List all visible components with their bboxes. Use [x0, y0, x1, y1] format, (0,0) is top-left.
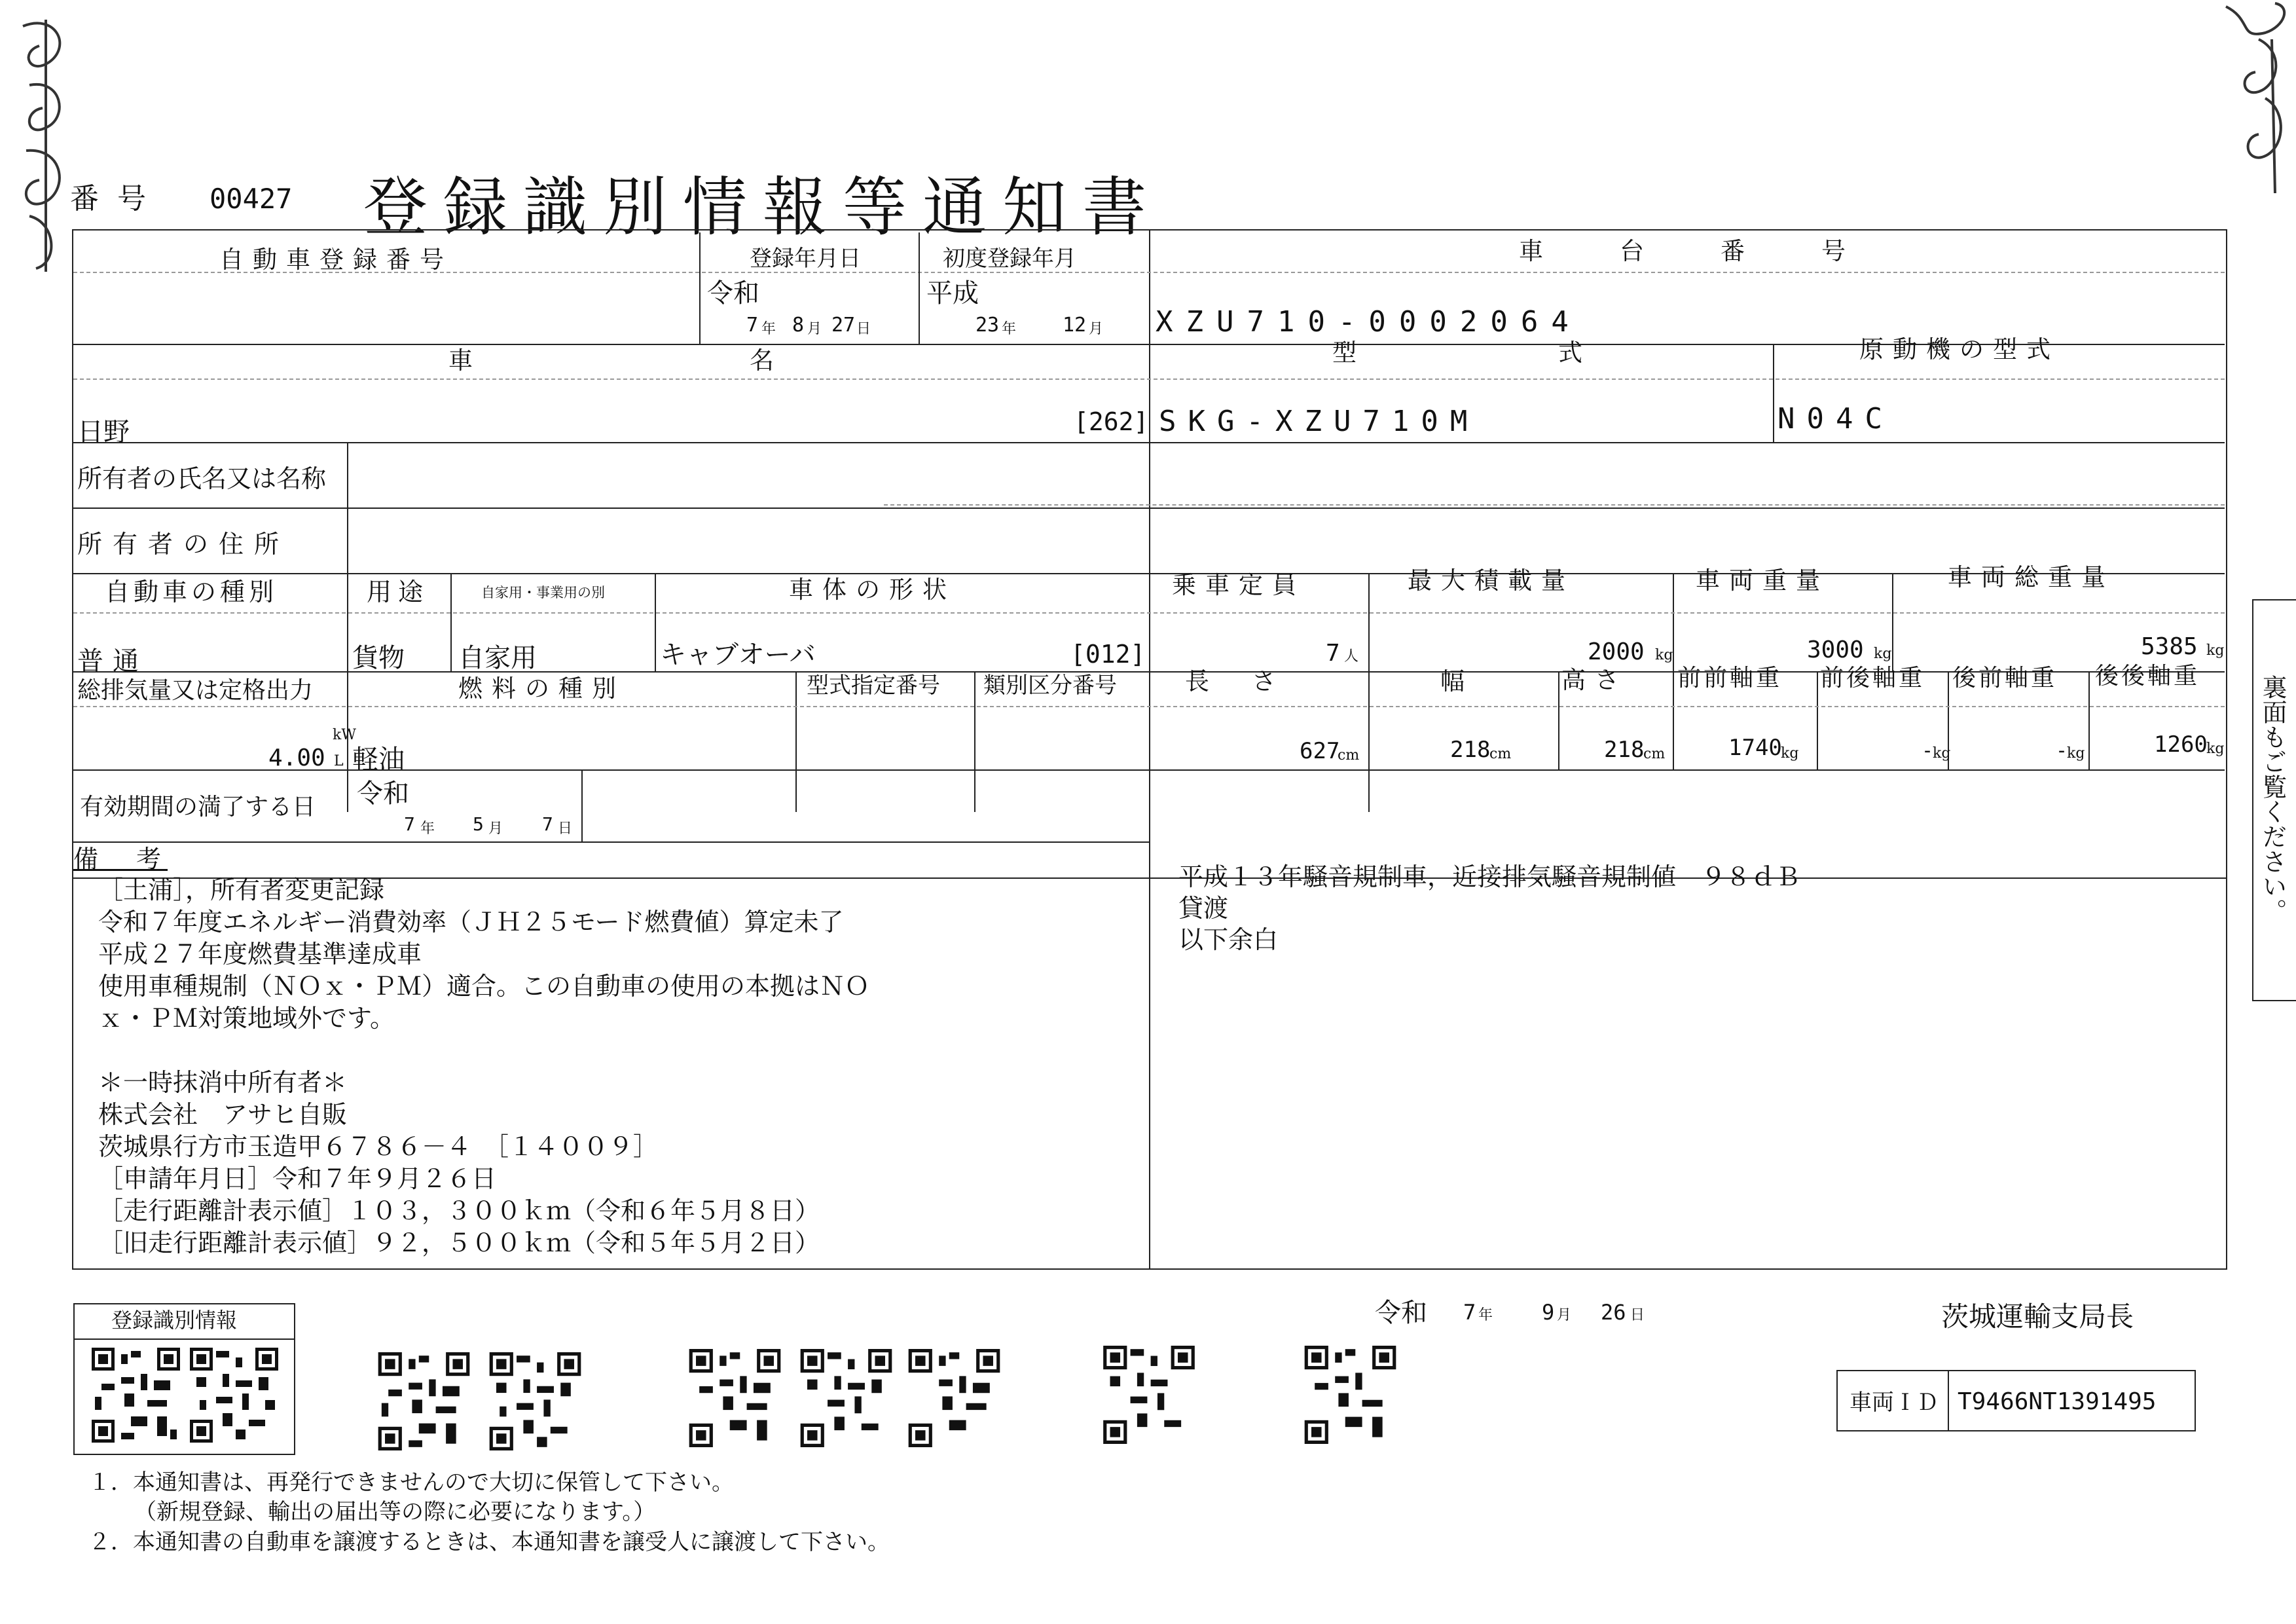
- class-label: 類別区分番号: [983, 673, 1117, 699]
- expiry-day: 7: [542, 813, 553, 835]
- remarks-line: ＊一時抹消中所有者＊: [98, 1068, 348, 1097]
- vehicle-name: 日野: [77, 417, 130, 447]
- body-code: [012]: [1070, 640, 1146, 669]
- private-value: 自家用: [458, 643, 537, 673]
- displacement-value: 4.00: [268, 745, 325, 771]
- remarks-line: 貸渡: [1178, 894, 1229, 923]
- remarks-line: 株式会社 アサヒ自販: [98, 1100, 348, 1129]
- length-label: 長 さ: [1185, 667, 1285, 695]
- fuel-value: 軽油: [352, 745, 405, 775]
- engine-label: 原動機の型式: [1859, 335, 2060, 363]
- remarks-line: ［申請年月日］令和７年９月２６日: [98, 1164, 497, 1193]
- number-label: 番号: [70, 182, 164, 215]
- remarks-line: 平成１３年騒音規制車，近接排気騒音規制値 ９８ｄＢ: [1178, 862, 1801, 891]
- first-reg-month: 12: [1063, 314, 1087, 337]
- remarks-right: [1178, 861, 2200, 955]
- ff-axle-label: 前前軸重: [1677, 665, 1783, 692]
- expiry-month: 5: [473, 813, 484, 835]
- rr-axle-label: 後後軸重: [2095, 663, 2200, 690]
- name-label-2: 名: [750, 346, 783, 375]
- capacity-label: 乗車定員: [1172, 571, 1305, 599]
- height-label: 高さ: [1561, 666, 1628, 694]
- first-reg-year: 23: [975, 314, 1000, 337]
- kind-label: 自動車の種別: [105, 578, 278, 606]
- first-reg-label: 初度登録年月: [943, 246, 1076, 272]
- footer-note: ２．本通知書の自動車を譲渡するときは、本通知書を譲受人に譲渡して下さい。: [88, 1529, 890, 1555]
- weight-label: 車両重量: [1696, 566, 1829, 595]
- model-label-2: 式: [1558, 339, 1592, 367]
- page-title: 登録識別情報等通知書: [363, 170, 1163, 245]
- qr-code-icon: [488, 1352, 583, 1450]
- issue-month: 9: [1542, 1300, 1555, 1325]
- reg-date-label: 登録年月日: [750, 246, 861, 272]
- height-value: 218: [1604, 737, 1645, 763]
- fuel-label: 燃料の種別: [458, 674, 625, 703]
- rr-axle-value: 1260: [2154, 731, 2208, 758]
- qr-code-icon: [376, 1352, 471, 1450]
- body-label: 車体の形状: [789, 576, 956, 604]
- issue-year: 7: [1463, 1300, 1476, 1325]
- vehicle-id-value: T9466NT1391495: [1958, 1388, 2157, 1415]
- side-note: 裏面もご覧ください。: [2258, 674, 2287, 923]
- remarks-line: ［旧走行距離計表示値］９２，５００ｋｍ（令和５年５月２日）: [98, 1228, 820, 1257]
- reg-era: 令和: [707, 278, 759, 308]
- use-label: 用途: [367, 578, 430, 606]
- owner-name-label: 所有者の氏名又は名称: [77, 464, 327, 493]
- remarks-line: ［走行距離計表示値］１０３，３００ｋｍ（令和６年５月８日）: [98, 1196, 820, 1225]
- remarks-line: 以下余白: [1178, 925, 1279, 954]
- max-load-label: 最大積載量: [1408, 566, 1575, 595]
- remarks-line: 令和７年度エネルギー消費効率（ＪＨ２５モード燃費値）算定未了: [98, 908, 844, 936]
- use-value: 貨物: [352, 643, 405, 673]
- max-load-value: 2000: [1588, 638, 1645, 665]
- qr-code-icon: [1103, 1346, 1195, 1444]
- weight-value: 3000: [1807, 637, 1864, 663]
- document-number: 00427: [210, 183, 293, 215]
- remarks-line: ｘ・ＰＭ対策地域外です。: [98, 1004, 395, 1033]
- model-label-1: 型: [1332, 339, 1366, 367]
- length-value: 627: [1300, 738, 1340, 764]
- remarks-line: 茨城県行方市玉造甲６７８６－４ ［１４００９］: [98, 1132, 659, 1161]
- model-value: SKG-XZU710M: [1159, 405, 1480, 438]
- gross-label: 車両総重量: [1948, 563, 2115, 591]
- width-value: 218: [1450, 737, 1491, 763]
- reg-year: 7: [746, 314, 759, 337]
- reg-number-label: 自動車登録番号: [219, 246, 453, 274]
- private-label: 自家用・事業用の別: [481, 585, 605, 600]
- capacity-value: 7: [1326, 640, 1340, 667]
- corner-ornament-right: [2213, 0, 2295, 196]
- expiry-era: 令和: [357, 779, 409, 809]
- ff-axle-value: 1740: [1728, 735, 1782, 761]
- owner-address-label: 所有者の住所: [77, 530, 290, 559]
- remarks-label: 備 考: [73, 845, 168, 874]
- remarks-left: [98, 874, 1146, 1259]
- vehicle-name-code: [262]: [1074, 407, 1149, 436]
- remarks-line: [98, 1035, 1146, 1067]
- chassis-number: XZU710-0002064: [1156, 305, 1582, 339]
- engine-model: N04C: [1777, 402, 1894, 435]
- body-value: キャブオーバ: [660, 640, 816, 670]
- qr-code-icon: [190, 1348, 278, 1443]
- qr-code-icon: [1303, 1346, 1398, 1444]
- issuer: 茨城運輸支局長: [1941, 1301, 2134, 1333]
- gross-value: 5385: [2141, 633, 2198, 660]
- rf-axle-label: 後前軸重: [1952, 665, 2058, 692]
- issue-era: 令和: [1375, 1298, 1427, 1328]
- fr-axle-label: 前後軸重: [1820, 665, 1925, 692]
- width-label: 幅: [1440, 667, 1474, 695]
- chassis-label: 車 台 番 号: [1519, 237, 1872, 265]
- kind-value: 普通: [77, 646, 148, 676]
- remarks-line: ［土浦］，所有者変更記録: [98, 876, 385, 904]
- name-label-1: 車: [448, 346, 482, 375]
- reg-month: 8: [792, 314, 805, 337]
- document-page: 番号 00427 登録識別情報等通知書 自動車登録番号 登録年月日 初度登録年月 車 台 番 号 令和 7 年 8 月 27 日 平成 23 年 12 月 XZU710-0002064 車 名 型 式 原動機の型式 日野 [262] SKG-XZU710M N04C 所有者の氏名又は名称 所有者の住所 自動車の種別 用途 自家用・事業用の別 車体の形状 乗車定員 最大積載量 車両重量 車両総重量 普通 貨物 自家用 キャブオーバ [012] 7 人 2000 kg 3000 kg 5385 kg 総排気量又は定格出力 燃料の種別 型式指定番号 類別区分番号 長 さ 幅 高さ 前前軸重 前後軸重 後前軸重 後後軸重 kW 4.00 L 軽油 627 cm 218 cm 218 cm 1740 kg - kg - kg 1260 kg 有効期間の満了する日 令和 7 年 5 月 7 日 備 考 ［土浦］，所有者変更記録 令和７年度エネルギー消費効率（ＪＨ２５モード燃費値）算定未了 平成２７年度燃費基準達成車 使用車種規制（ＮＯｘ・ＰＭ）適合。この自動車の使用の本拠はＮＯ ｘ・ＰＭ対策地域外です。 ＊一時抹消中所有者＊ 株式会社 アサヒ自販 茨城県行方市玉造甲６７８６－４ ［１４００９］ ［申請年月日］令和７年９月２６日 ［走行距離計表示値］１０３，３００ｋｍ（令和６年５月８日） ［旧走行距離計表示値］９２，５００ｋｍ（令和５年５月２日） 平成１３年騒音規制車，近接排気騒音規制値 ９８ｄＢ 貸渡 以下余白 裏面もご覧ください。 登録識別情報 令和 7 年 9 月 26 日 茨城運輸支局長 車両ＩＤ T9466NT1391495 １．本通知書は、再発行できませんので大切に保管して下さい。 （新規登録、輸出の届出等の際に必要になります。） ２．本通知書の自動車を譲渡するときは、本通知書を譲受人に譲渡して下さい。: [0, 0, 2296, 1624]
- qr-code-icon: [907, 1349, 1002, 1447]
- qr-code-icon: [687, 1349, 782, 1447]
- fr-axle-value: -: [1922, 739, 1934, 762]
- remarks-line: 平成２７年度燃費基準達成車: [98, 940, 422, 969]
- vehicle-id-label: 車両ＩＤ: [1850, 1390, 1939, 1416]
- expiry-year: 7: [404, 813, 415, 835]
- qr-code-icon: [92, 1348, 180, 1443]
- first-reg-era: 平成: [926, 278, 979, 308]
- issue-day: 26: [1601, 1300, 1626, 1325]
- footer-note: （新規登録、輸出の届出等の際に必要になります。）: [134, 1499, 656, 1525]
- qr-code-icon: [799, 1349, 894, 1447]
- type-designation-label: 型式指定番号: [807, 673, 940, 699]
- info-label: 登録識別情報: [111, 1308, 238, 1333]
- expiry-label: 有効期間の満了する日: [80, 794, 316, 821]
- corner-ornament-left: [10, 7, 82, 275]
- rf-axle-value: -: [2056, 739, 2068, 762]
- footer-note: １．本通知書は、再発行できませんので大切に保管して下さい。: [88, 1469, 734, 1496]
- remarks-line: 使用車種規制（ＮＯｘ・ＰＭ）適合。この自動車の使用の本拠はＮＯ: [98, 972, 870, 1001]
- reg-day: 27: [831, 314, 856, 337]
- displacement-label: 総排気量又は定格出力: [77, 677, 314, 704]
